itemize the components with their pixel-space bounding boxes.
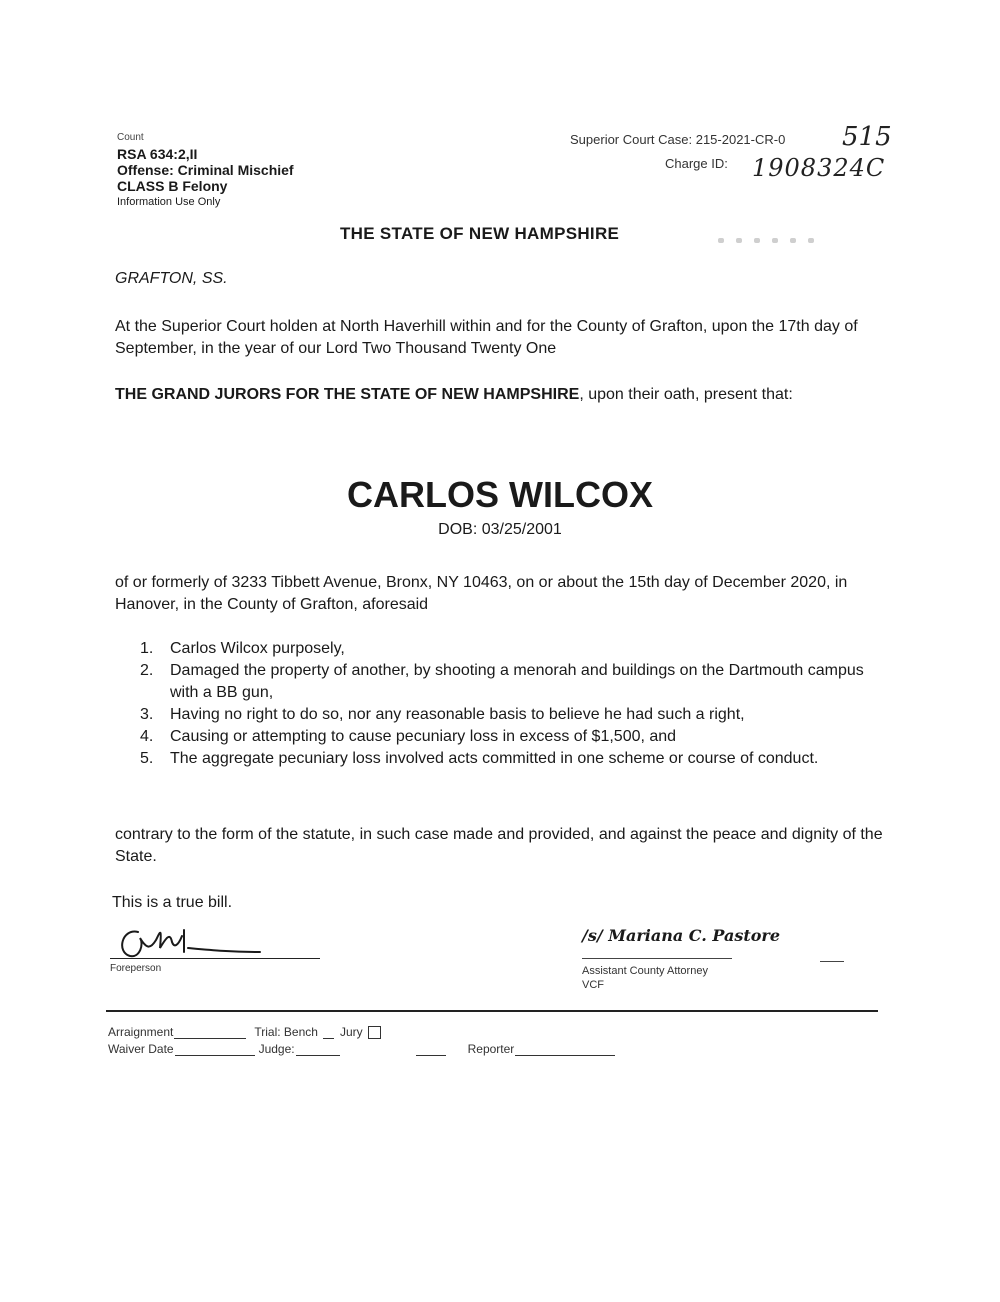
list-item	[140, 748, 880, 770]
waiver-date-blank[interactable]	[175, 1044, 255, 1056]
offense-class: CLASS B Felony	[117, 178, 228, 194]
defendant-dob: DOB: 03/25/2001	[438, 521, 562, 538]
list-item	[140, 704, 880, 726]
list-item	[140, 638, 880, 660]
court-footer	[108, 1024, 615, 1058]
arraignment-label: Arraignment	[108, 1025, 174, 1039]
charge-id-line	[570, 156, 900, 180]
attorney-signature-dash	[820, 961, 844, 962]
court-paragraph: At the Superior Court holden at North Haverhill within and for the County of Grafton, upon the 17th day of September, in the year of our Lord Two Thousand Twenty One	[115, 318, 858, 357]
list-item	[140, 726, 880, 748]
true-bill: This is a true bill.	[112, 894, 233, 911]
jury-checkbox[interactable]	[368, 1026, 381, 1039]
foreperson-label: Foreperson	[110, 963, 162, 974]
case-label: Superior Court Case: 215-2021-CR-0	[570, 132, 786, 147]
footer-row-2	[108, 1041, 615, 1058]
attorney-title: Assistant County Attorney	[582, 965, 708, 977]
attorney-title-block	[582, 964, 708, 992]
waiver-date-label: Waiver Date	[108, 1042, 174, 1056]
trial-bench-label: Trial: Bench	[254, 1025, 318, 1039]
state-title: THE STATE OF NEW HAMPSHIRE	[340, 224, 620, 243]
list-item-number: 2.	[140, 662, 154, 679]
list-item-number: 5.	[140, 750, 154, 767]
attorney-signature: /s/ Mariana C. Pastore	[582, 926, 781, 945]
address-paragraph: of or formerly of 3233 Tibbett Avenue, Bronx, NY 10463, on or about the 15th day of December 2020, in Hanover, in the County of Grafton, aforesaid	[115, 574, 848, 613]
attorney-signature-line	[582, 958, 732, 959]
faint-stamp	[718, 230, 868, 254]
charge-id-handwritten: 1908324C	[752, 154, 886, 182]
venue: GRAFTON, SS.	[115, 270, 228, 287]
list-item	[140, 660, 880, 704]
list-item-number: 3.	[140, 706, 154, 723]
list-item-number: 1.	[140, 640, 154, 657]
offense-elements-list	[140, 638, 880, 770]
defendant-name: CARLOS WILCOX	[347, 474, 653, 515]
jury-label: Jury	[339, 1025, 363, 1039]
list-item-text: Causing or attempting to cause pecuniary loss in excess of $1,500, and	[170, 728, 677, 745]
judge-blank[interactable]	[296, 1044, 340, 1056]
case-suffix-handwritten: 515	[842, 122, 892, 152]
count-label: Count	[117, 132, 144, 143]
blank-line	[416, 1044, 446, 1056]
reporter-label: Reporter	[467, 1042, 515, 1056]
charge-header-left	[117, 130, 294, 210]
grand-jurors-paragraph	[115, 384, 885, 406]
bench-checkbox[interactable]	[323, 1027, 334, 1039]
case-number-line	[570, 122, 900, 156]
grand-jurors-text: , upon their oath, present that:	[579, 386, 793, 403]
footer-divider	[106, 1010, 878, 1012]
list-item-number: 4.	[140, 728, 154, 745]
arraignment-blank[interactable]	[174, 1027, 246, 1039]
statute: RSA 634:2,II	[117, 146, 198, 162]
offense: Offense: Criminal Mischief	[117, 162, 294, 178]
list-item-text: Carlos Wilcox purposely,	[170, 640, 345, 657]
closing-paragraph: contrary to the form of the statute, in such case made and provided, and against the peace and dignity of the State.	[115, 826, 883, 865]
attorney-initials: VCF	[582, 979, 604, 991]
grand-jurors-heading: THE GRAND JURORS FOR THE STATE OF NEW HAMPSHIRE	[115, 386, 580, 403]
footer-row-1	[108, 1024, 615, 1041]
charge-label: Charge ID:	[665, 156, 728, 171]
information-note: Information Use Only	[117, 196, 221, 208]
case-header-right	[570, 122, 900, 182]
judge-label: Judge:	[258, 1042, 295, 1056]
list-item-text: Damaged the property of another, by shooting a menorah and buildings on the Dartmouth campus with a BB gun,	[170, 662, 864, 701]
reporter-blank[interactable]	[515, 1044, 615, 1056]
list-item-text: The aggregate pecuniary loss involved acts committed in one scheme or course of conduct.	[170, 750, 819, 767]
list-item-text: Having no right to do so, nor any reasonable basis to believe he had such a right,	[170, 706, 745, 723]
